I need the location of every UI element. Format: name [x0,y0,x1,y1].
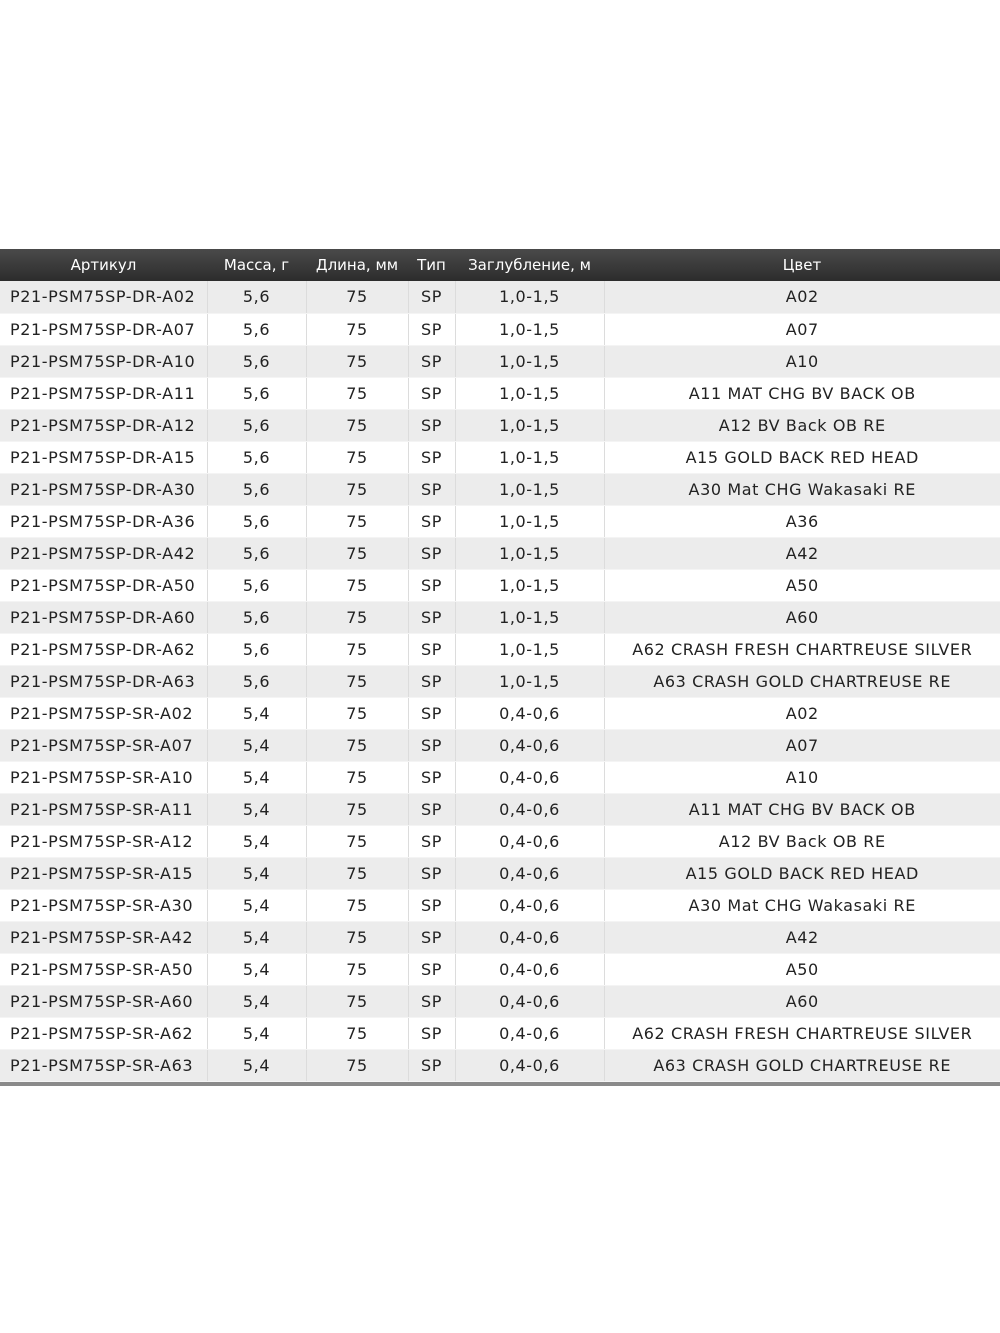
cell-color: A11 MAT CHG BV BACK OB [604,793,1000,825]
cell-depth: 1,0-1,5 [455,505,604,537]
cell-depth: 0,4-0,6 [455,729,604,761]
cell-sku: P21-PSM75SP-SR-A50 [0,953,207,985]
cell-type: SP [408,537,455,569]
cell-type: SP [408,313,455,345]
cell-color: A36 [604,505,1000,537]
cell-color: A12 BV Back OB RE [604,409,1000,441]
cell-type: SP [408,793,455,825]
table-header-row [0,249,1000,281]
cell-color: A10 [604,761,1000,793]
cell-sku: P21-PSM75SP-DR-A10 [0,345,207,377]
cell-color: A30 Mat CHG Wakasaki RE [604,473,1000,505]
cell-type: SP [408,345,455,377]
cell-length: 75 [306,697,408,729]
cell-weight: 5,4 [207,889,306,921]
cell-weight: 5,6 [207,665,306,697]
cell-weight: 5,4 [207,1017,306,1049]
cell-sku: P21-PSM75SP-SR-A02 [0,697,207,729]
cell-color: A15 GOLD BACK RED HEAD [604,441,1000,473]
cell-color: A63 CRASH GOLD CHARTREUSE RE [604,665,1000,697]
cell-color: A07 [604,313,1000,345]
table-row [0,761,1000,793]
cell-weight: 5,4 [207,729,306,761]
table-row [0,1049,1000,1081]
cell-color: A15 GOLD BACK RED HEAD [604,857,1000,889]
cell-length: 75 [306,441,408,473]
table-row [0,825,1000,857]
cell-sku: P21-PSM75SP-SR-A15 [0,857,207,889]
cell-weight: 5,4 [207,953,306,985]
cell-type: SP [408,761,455,793]
cell-sku: P21-PSM75SP-DR-A60 [0,601,207,633]
cell-weight: 5,4 [207,793,306,825]
cell-depth: 0,4-0,6 [455,1017,604,1049]
cell-length: 75 [306,633,408,665]
cell-depth: 0,4-0,6 [455,1049,604,1081]
cell-color: A50 [604,953,1000,985]
cell-length: 75 [306,985,408,1017]
cell-color: A60 [604,601,1000,633]
cell-weight: 5,4 [207,857,306,889]
header-type: Тип [417,256,446,274]
table-row [0,281,1000,313]
cell-sku: P21-PSM75SP-SR-A30 [0,889,207,921]
cell-weight: 5,6 [207,281,306,313]
cell-depth: 1,0-1,5 [455,313,604,345]
cell-weight: 5,4 [207,825,306,857]
header-weight: Масса, г [223,256,290,274]
cell-sku: P21-PSM75SP-SR-A60 [0,985,207,1017]
cell-sku: P21-PSM75SP-SR-A11 [0,793,207,825]
table-row [0,473,1000,505]
table-row [0,537,1000,569]
cell-length: 75 [306,665,408,697]
table-row [0,985,1000,1017]
cell-color: A12 BV Back OB RE [604,825,1000,857]
cell-depth: 1,0-1,5 [455,665,604,697]
cell-type: SP [408,281,455,313]
table-row [0,313,1000,345]
cell-color: A62 CRASH FRESH CHARTREUSE SILVER [604,1017,1000,1049]
cell-sku: P21-PSM75SP-DR-A02 [0,281,207,313]
cell-length: 75 [306,281,408,313]
cell-length: 75 [306,601,408,633]
table-row [0,953,1000,985]
cell-sku: P21-PSM75SP-DR-A62 [0,633,207,665]
cell-weight: 5,4 [207,1049,306,1081]
cell-type: SP [408,441,455,473]
cell-length: 75 [306,313,408,345]
cell-length: 75 [306,953,408,985]
cell-type: SP [408,921,455,953]
cell-type: SP [408,473,455,505]
cell-color: A02 [604,281,1000,313]
cell-sku: P21-PSM75SP-DR-A07 [0,313,207,345]
cell-weight: 5,6 [207,473,306,505]
table-row [0,601,1000,633]
cell-type: SP [408,377,455,409]
cell-type: SP [408,409,455,441]
cell-type: SP [408,665,455,697]
cell-depth: 1,0-1,5 [455,441,604,473]
cell-color: A42 [604,537,1000,569]
cell-sku: P21-PSM75SP-SR-A63 [0,1049,207,1081]
cell-weight: 5,4 [207,697,306,729]
cell-depth: 1,0-1,5 [455,377,604,409]
table-row [0,441,1000,473]
cell-weight: 5,6 [207,441,306,473]
table-row [0,345,1000,377]
cell-type: SP [408,1049,455,1081]
cell-weight: 5,6 [207,409,306,441]
cell-weight: 5,6 [207,569,306,601]
table-row [0,889,1000,921]
cell-sku: P21-PSM75SP-DR-A12 [0,409,207,441]
cell-type: SP [408,953,455,985]
cell-weight: 5,6 [207,345,306,377]
cell-length: 75 [306,761,408,793]
cell-sku: P21-PSM75SP-DR-A63 [0,665,207,697]
cell-depth: 1,0-1,5 [455,473,604,505]
cell-length: 75 [306,569,408,601]
cell-color: A63 CRASH GOLD CHARTREUSE RE [604,1049,1000,1081]
spec-table [0,249,1000,1082]
table-row [0,921,1000,953]
cell-length: 75 [306,1049,408,1081]
cell-depth: 1,0-1,5 [455,409,604,441]
cell-length: 75 [306,377,408,409]
table-row [0,633,1000,665]
cell-depth: 0,4-0,6 [455,825,604,857]
cell-depth: 0,4-0,6 [455,761,604,793]
cell-sku: P21-PSM75SP-DR-A36 [0,505,207,537]
cell-type: SP [408,633,455,665]
table-row [0,377,1000,409]
header-color: Цвет [782,256,822,274]
cell-color: A07 [604,729,1000,761]
cell-type: SP [408,985,455,1017]
cell-length: 75 [306,409,408,441]
cell-weight: 5,4 [207,761,306,793]
cell-type: SP [408,825,455,857]
table-body [0,281,1000,1081]
cell-depth: 1,0-1,5 [455,569,604,601]
table-row [0,729,1000,761]
cell-weight: 5,6 [207,313,306,345]
cell-type: SP [408,729,455,761]
cell-sku: P21-PSM75SP-SR-A12 [0,825,207,857]
table-row [0,857,1000,889]
cell-length: 75 [306,889,408,921]
cell-sku: P21-PSM75SP-DR-A15 [0,441,207,473]
cell-color: A42 [604,921,1000,953]
cell-color: A10 [604,345,1000,377]
table-row [0,697,1000,729]
cell-depth: 1,0-1,5 [455,345,604,377]
cell-sku: P21-PSM75SP-DR-A42 [0,537,207,569]
cell-length: 75 [306,825,408,857]
cell-weight: 5,6 [207,537,306,569]
table-row [0,793,1000,825]
cell-sku: P21-PSM75SP-SR-A07 [0,729,207,761]
table-row [0,505,1000,537]
cell-length: 75 [306,793,408,825]
header-sku: Артикул [70,256,137,274]
cell-length: 75 [306,857,408,889]
cell-weight: 5,6 [207,377,306,409]
cell-depth: 0,4-0,6 [455,857,604,889]
cell-sku: P21-PSM75SP-DR-A50 [0,569,207,601]
cell-depth: 1,0-1,5 [455,281,604,313]
cell-depth: 0,4-0,6 [455,793,604,825]
cell-type: SP [408,569,455,601]
cell-depth: 0,4-0,6 [455,889,604,921]
cell-color: A11 MAT CHG BV BACK OB [604,377,1000,409]
table-row [0,1017,1000,1049]
cell-color: A02 [604,697,1000,729]
cell-type: SP [408,505,455,537]
cell-depth: 0,4-0,6 [455,921,604,953]
cell-weight: 5,4 [207,985,306,1017]
spec-table-container [0,249,1000,1086]
cell-sku: P21-PSM75SP-DR-A11 [0,377,207,409]
cell-type: SP [408,601,455,633]
header-depth: Заглубление, м [468,256,591,274]
cell-sku: P21-PSM75SP-DR-A30 [0,473,207,505]
cell-length: 75 [306,473,408,505]
cell-length: 75 [306,505,408,537]
cell-depth: 1,0-1,5 [455,537,604,569]
cell-depth: 0,4-0,6 [455,697,604,729]
cell-weight: 5,6 [207,633,306,665]
cell-weight: 5,6 [207,601,306,633]
table-row [0,409,1000,441]
cell-depth: 1,0-1,5 [455,633,604,665]
cell-color: A50 [604,569,1000,601]
cell-type: SP [408,889,455,921]
cell-depth: 0,4-0,6 [455,953,604,985]
cell-depth: 1,0-1,5 [455,601,604,633]
header-length: Длина, мм [315,256,399,274]
cell-weight: 5,4 [207,921,306,953]
cell-color: A60 [604,985,1000,1017]
cell-length: 75 [306,537,408,569]
cell-type: SP [408,857,455,889]
cell-color: A30 Mat CHG Wakasaki RE [604,889,1000,921]
cell-depth: 0,4-0,6 [455,985,604,1017]
cell-sku: P21-PSM75SP-SR-A10 [0,761,207,793]
table-row [0,569,1000,601]
cell-color: A62 CRASH FRESH CHARTREUSE SILVER [604,633,1000,665]
cell-sku: P21-PSM75SP-SR-A42 [0,921,207,953]
cell-type: SP [408,697,455,729]
cell-length: 75 [306,345,408,377]
cell-weight: 5,6 [207,505,306,537]
cell-sku: P21-PSM75SP-SR-A62 [0,1017,207,1049]
cell-length: 75 [306,1017,408,1049]
cell-length: 75 [306,921,408,953]
table-row [0,665,1000,697]
cell-type: SP [408,1017,455,1049]
cell-length: 75 [306,729,408,761]
